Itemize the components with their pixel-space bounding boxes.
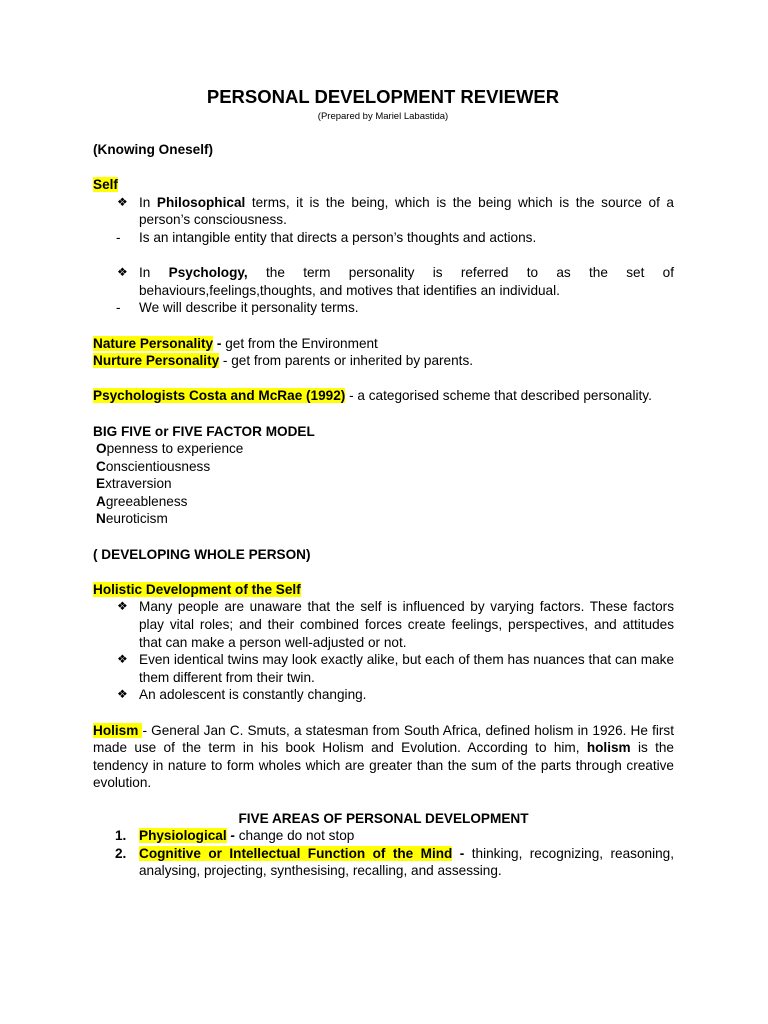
diamond-bullet-icon: ❖ bbox=[117, 599, 128, 614]
nurture-personality-line: Nurture Personality - get from parents or inherited by parents. bbox=[93, 353, 474, 369]
five-areas-heading: FIVE AREAS OF PERSONAL DEVELOPMENT bbox=[238, 810, 529, 826]
self-label: Self bbox=[93, 177, 118, 193]
bullet-philosophical: ❖ In Philosophical terms, it is the being, which is the being which is the source of a person’s consciousness. bbox=[117, 194, 674, 228]
document-body bbox=[93, 141, 674, 880]
area-item-physiological: 1. Physiological - change do not stop bbox=[115, 828, 355, 844]
nature-personality-line: Nature Personality - get from the Environment bbox=[93, 335, 378, 351]
bullet-holistic-1: ❖ Many people are unaware that the self is influenced by varying factors. These factors play vital roles; and their combined forces create feelings, perspectives, and attitudes that can make a person well-adjusted or not. bbox=[117, 599, 674, 650]
diamond-bullet-icon: ❖ bbox=[117, 194, 128, 209]
section-heading-whole-person: ( DEVELOPING WHOLE PERSON) bbox=[93, 546, 311, 562]
section-heading-knowing-oneself: (Knowing Oneself) bbox=[93, 142, 214, 157]
ocean-list bbox=[93, 440, 674, 528]
dash-item-describe: - We will describe it personality terms. bbox=[116, 300, 359, 316]
document-subtitle: (Prepared by Mariel Labastida) bbox=[317, 111, 449, 122]
dash-bullet-icon: - bbox=[116, 229, 121, 245]
diamond-bullet-icon: ❖ bbox=[117, 687, 128, 702]
costa-mcrae-line: Psychologists Costa and McRae (1992) - a categorised scheme that described personality. bbox=[93, 388, 652, 404]
bullet-holistic-3: ❖ An adolescent is constantly changing. bbox=[117, 687, 367, 703]
bullet-psychology: ❖ In Psychology, the term personality is referred to as the set of behaviours,feelings,thoughts, and motives that identifies an individual. bbox=[117, 265, 674, 298]
diamond-bullet-icon: ❖ bbox=[117, 265, 128, 280]
ocean-item: Extraversion bbox=[96, 476, 172, 492]
ocean-item: Conscientiousness bbox=[96, 458, 211, 474]
holism-paragraph: Holism - General Jan C. Smuts, a statesman from South Africa, defined holism in 1926. He first made use of the term in his book Holism and Evolution. According to him, holism is the tendency in nature to form wholes which are greater than the sum of the parts through creative evolution. bbox=[93, 722, 674, 791]
ocean-item: Neuroticism bbox=[96, 511, 168, 527]
bullet-holistic-2: ❖ Even identical twins may look exactly alike, but each of them has nuances that can make them different from their twin. bbox=[117, 652, 674, 685]
dash-item-intangible: - Is an intangible entity that directs a person’s thoughts and actions. bbox=[116, 229, 537, 245]
ocean-item: Openness to experience bbox=[96, 441, 244, 457]
holistic-development-label: Holistic Development of the Self bbox=[93, 581, 301, 597]
ocean-item: Agreeableness bbox=[96, 493, 188, 509]
dash-bullet-icon: - bbox=[116, 300, 121, 316]
big-five-heading: BIG FIVE or FIVE FACTOR MODEL bbox=[93, 423, 315, 439]
diamond-bullet-icon: ❖ bbox=[117, 652, 128, 667]
document-title: PERSONAL DEVELOPMENT REVIEWER bbox=[206, 86, 560, 107]
area-item-cognitive: 2. Cognitive or Intellectual Function of the Mind - thinking, recognizing, reasoning, analysing, projecting, synthesising, recalling, and assessing. bbox=[115, 845, 674, 879]
